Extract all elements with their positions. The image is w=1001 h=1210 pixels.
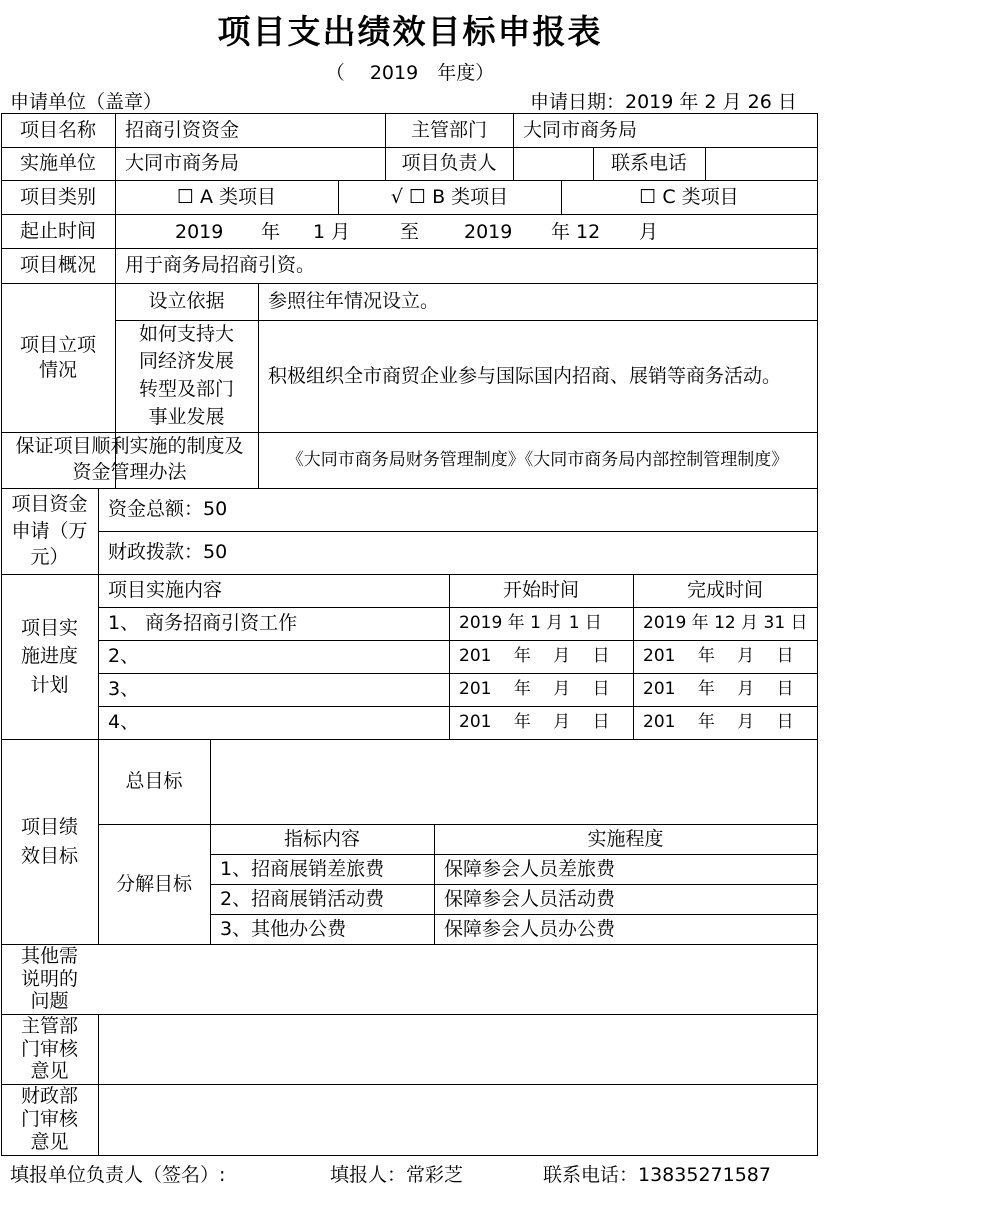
label-guarantee: 保证项目顺利实施的制度及资金管理办法 — [15, 435, 244, 483]
value-implementing-unit: 大同市商务局 — [125, 152, 240, 175]
value-fund-total: 资金总额：50 — [108, 498, 228, 521]
period-value — [115, 214, 817, 248]
value-overview: 用于商务局招商引资。 — [125, 254, 316, 277]
footer-leader: 填报单位负责人（签名）: — [10, 1164, 226, 1186]
schedule-row-content: 2、 — [108, 645, 140, 668]
value-fund-fiscal: 财政拨款：50 — [108, 541, 228, 564]
year-line: （ 2019 年度） — [325, 62, 495, 84]
indicator-row: 1、招商展销差旅费 — [220, 857, 385, 880]
value-overall-goal — [210, 739, 817, 824]
schedule-row-content: 1、 商务招商引资工作 — [108, 612, 298, 635]
applicant-label: 申请单位（盖章） — [10, 91, 163, 113]
label-overall-goal: 总目标 — [125, 770, 183, 793]
category-c-option: ☐ C 类项目 — [639, 185, 739, 208]
indicator-row: 3、其他办公费 — [220, 917, 347, 940]
schedule-row-end: 201 年 月 日 — [643, 646, 794, 667]
degree-row: 保障参会人员办公费 — [444, 917, 616, 940]
label-finance-review: 财政部门审核意见 — [20, 1085, 78, 1153]
schedule-row-start: 2019 年 1 月 1 日 — [459, 613, 602, 634]
label-project-name: 项目名称 — [19, 118, 96, 141]
value-project-name: 招商引资资金 — [125, 118, 240, 141]
schedule-content-header: 项目实施内容 — [108, 579, 223, 602]
period-month-unit: 月 — [639, 221, 659, 243]
label-funding: 项目资金申请（万元） — [11, 493, 88, 569]
period-end-month: 年 12 — [551, 221, 601, 243]
schedule-row-end: 201 年 月 日 — [643, 679, 794, 700]
schedule-row-end: 2019 年 12 月 31 日 — [643, 613, 808, 634]
category-b-option: √ ☐ B 类项目 — [390, 185, 509, 208]
footer-phone: 联系电话：13835271587 — [543, 1164, 771, 1186]
schedule-row-start: 201 年 月 日 — [459, 679, 610, 700]
label-supervising-dept: 主管部门 — [410, 118, 487, 141]
schedule-start-header: 开始时间 — [502, 579, 579, 602]
value-supervising-dept: 大同市商务局 — [523, 118, 638, 141]
label-performance: 项目绩效目标 — [20, 816, 78, 867]
schedule-row-start: 201 年 月 日 — [459, 646, 610, 667]
apply-date: 申请日期：2019 年 2 月 26 日 — [530, 91, 797, 113]
value-support: 积极组织全市商贸企业参与国际国内招商、展销等商务活动。 — [268, 364, 782, 387]
value-basis: 参照往年情况设立。 — [268, 290, 440, 313]
schedule-row-content: 4、 — [108, 711, 140, 734]
degree-header: 实施程度 — [587, 827, 664, 850]
label-project-leader: 项目负责人 — [401, 152, 497, 175]
label-schedule: 项目实施进度计划 — [20, 616, 78, 696]
period-end-year: 2019 — [464, 221, 513, 243]
period-year-unit: 年 — [261, 221, 281, 243]
schedule-row-content: 3、 — [108, 678, 140, 701]
label-other-issues: 其他需说明的问题 — [20, 944, 78, 1013]
label-project-category: 项目类别 — [19, 185, 96, 208]
schedule-row-end: 201 年 月 日 — [643, 712, 794, 733]
category-a-option: ☐ A 类项目 — [176, 185, 277, 208]
label-sub-goal: 分解目标 — [115, 872, 192, 895]
indicator-header: 指标内容 — [283, 827, 360, 850]
label-support: 如何支持大同经济发展转型及部门事业发展 — [138, 322, 234, 428]
label-establishment: 项目立项情况 — [19, 333, 96, 381]
label-contact-phone: 联系电话 — [610, 152, 687, 175]
schedule-row-start: 201 年 月 日 — [459, 712, 610, 733]
value-project-leader — [513, 147, 593, 180]
label-period: 起止时间 — [19, 219, 96, 242]
degree-row: 保障参会人员活动费 — [444, 887, 616, 910]
value-contact-phone — [705, 147, 817, 180]
period-start-year: 2019 — [175, 221, 224, 243]
label-basis: 设立依据 — [148, 290, 225, 313]
period-start-month: 1 月 — [313, 221, 351, 243]
indicator-row: 2、招商展销活动费 — [220, 887, 385, 910]
schedule-end-header: 完成时间 — [686, 579, 763, 602]
label-implementing-unit: 实施单位 — [19, 152, 96, 175]
value-guarantee: 《大同市商务局财务管理制度》《大同市商务局内部控制管理制度》 — [286, 449, 789, 470]
form-title: 项目支出绩效目标申报表 — [217, 12, 603, 51]
footer-filler: 填报人：常彩芝 — [330, 1164, 464, 1186]
period-to: 至 — [400, 221, 420, 243]
label-dept-review: 主管部门审核意见 — [20, 1014, 78, 1083]
label-overview: 项目概况 — [19, 254, 96, 277]
degree-row: 保障参会人员差旅费 — [444, 857, 616, 880]
